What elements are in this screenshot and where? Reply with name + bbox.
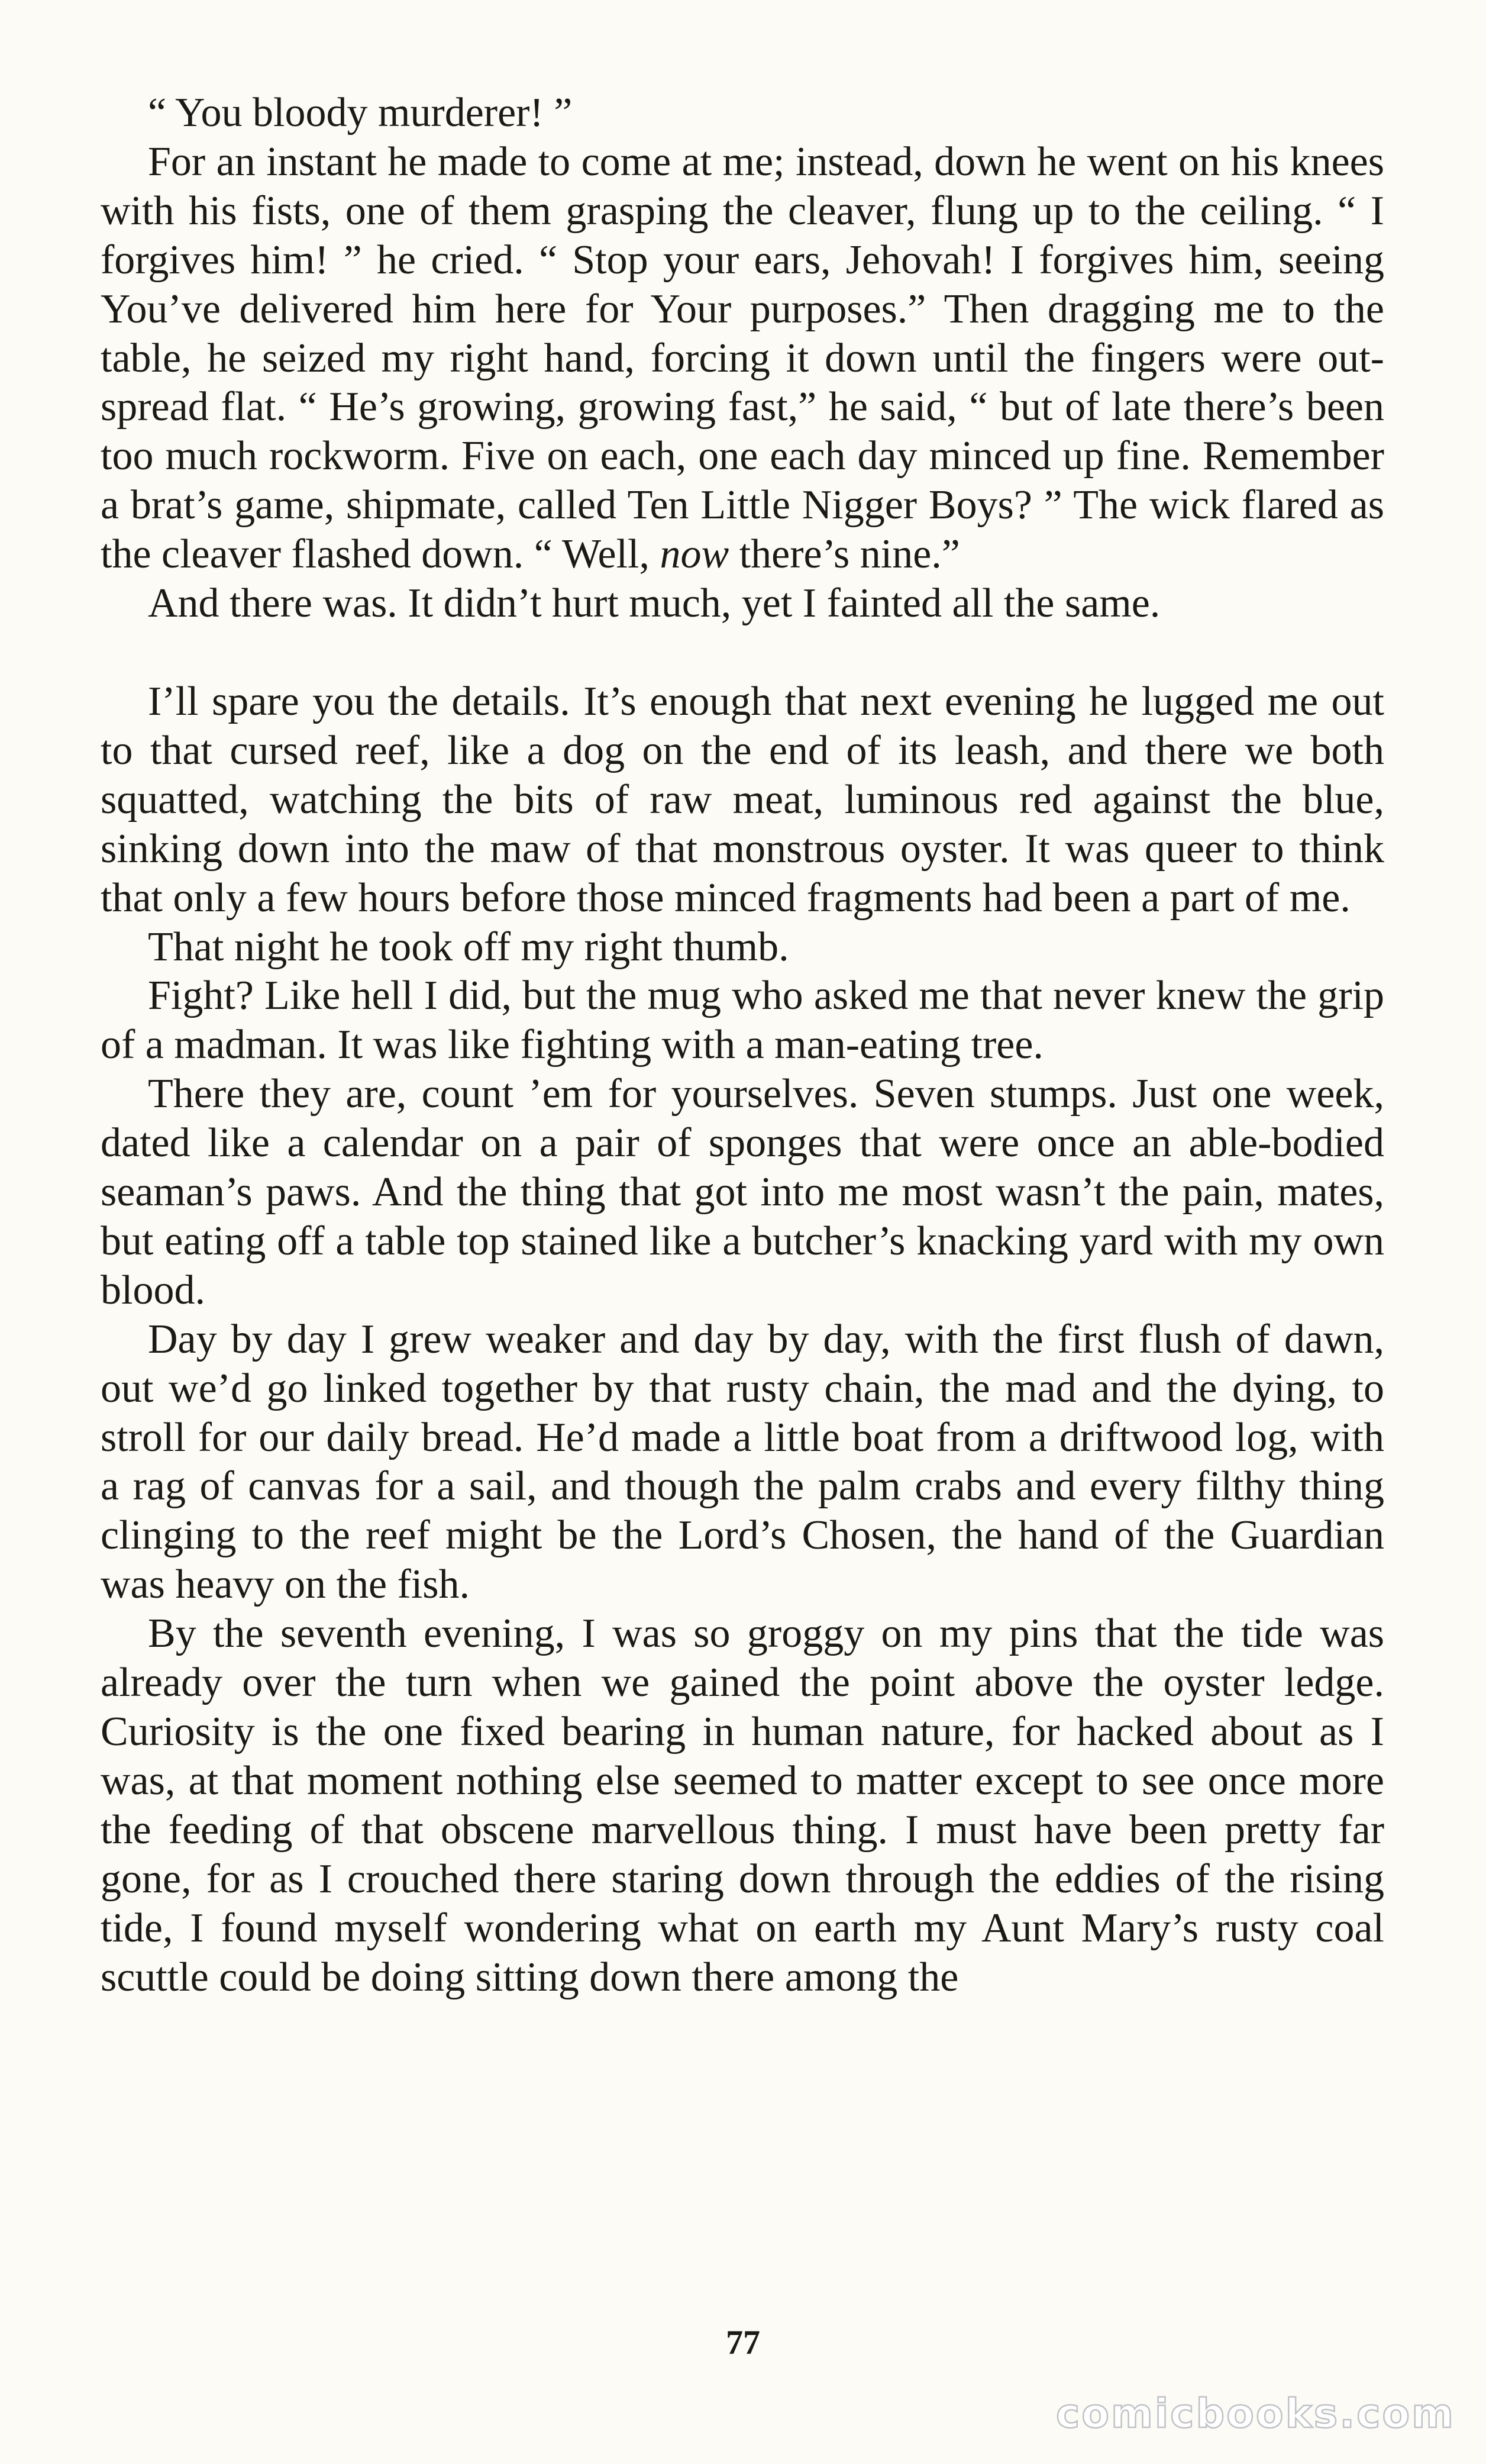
paragraph-text: I’ll spare you the details. It’s enough that next evening he lugged me out to that cursed reef, like a dog on the end of its leash, and there we both squatted, watching the bits of raw meat, luminous red against the blue, sinking down into the maw of that monstrous oyster. It was queer to think that only a few hours before those minced fragments had been a part of me. xyxy=(101,678,1384,921)
paragraph xyxy=(101,972,1384,1070)
paragraph-text: “ You bloody murderer! ” xyxy=(148,90,573,136)
page-number: 77 xyxy=(726,2323,760,2362)
body-text xyxy=(101,89,1384,2002)
paragraph xyxy=(101,1315,1384,1610)
paragraph xyxy=(101,923,1384,972)
paragraph-text: Fight? Like hell I did, but the mug who asked me that never knew the grip of a madman. It was like fighting with a man-eating tree. xyxy=(101,973,1384,1068)
paragraph xyxy=(101,89,1384,138)
paragraph-text: By the seventh evening, I was so groggy on my pins that the tide was already over the turn when we gained the point above the oyster ledge. Curiosity is the one fixed bearing in human nature, for hacked about as I was, at that moment nothing else seemed to matter except to see once more the feeding of that obscene marvellous thing. I must have been pretty far gone, for as I crouched there staring down through the eddies of the rising tide, I found myself wondering what on earth my Aunt Mary’s rusty coal scuttle could be doing sitting down there among the xyxy=(101,1611,1384,2000)
paragraph-text: For an instant he made to come at me; instead, down he went on his knees with his fists, one of them grasping the cleaver, flung up to the ceiling. “ I forgives him! ” he cried. “ Stop your ears, Jehovah! I forgives him, seeing You’ve delivered him here for Your purposes.” Then dragging me to the table, he seized my right hand, forcing it down until the fingers were out-spread flat. “ He’s growing, growing fast,” he said, “ but of late there’s been too much rockworm. Five on each, one each day minced up fine. Remember a brat’s game, shipmate, called Ten Little Nigger Boys? ” The wick flared as the cleaver flashed down. “ Well, xyxy=(101,138,1384,578)
paragraph-text: There they are, count ’em for yourselves. Seven stumps. Just one week, dated like a calendar on a pair of sponges that were once an able-bodied seaman’s paws. And the thing that got into me most wasn’t the pain, mates, but eating off a table top stained like a butcher’s knacking yard with my own blood. xyxy=(101,1071,1384,1313)
paragraph xyxy=(101,1610,1384,2002)
watermark-logo: comicbooks.com xyxy=(1055,2391,1455,2437)
paragraph xyxy=(101,138,1384,579)
paragraph-text-end: there’s nine.” xyxy=(729,531,960,578)
paragraph xyxy=(101,579,1384,628)
paragraph-text: And there was. It didn’t hurt much, yet I fainted all the same. xyxy=(148,580,1161,627)
paragraph xyxy=(101,1070,1384,1315)
paragraph-text: Day by day I grew weaker and day by day, with the first flush of dawn, out we’d go linked together by that rusty chain, the mad and the dying, to stroll for our daily bread. He’d made a little boat from a driftwood log, with a rag of canvas for a sail, and though the palm crabs and every filthy thing clinging to the reef might be the Lord’s Chosen, the hand of the Guardian was heavy on the fish. xyxy=(101,1316,1384,1608)
paragraph xyxy=(101,678,1384,923)
emphasis-text: now xyxy=(660,531,729,578)
paragraph-text: That night he took off my right thumb. xyxy=(148,924,789,970)
